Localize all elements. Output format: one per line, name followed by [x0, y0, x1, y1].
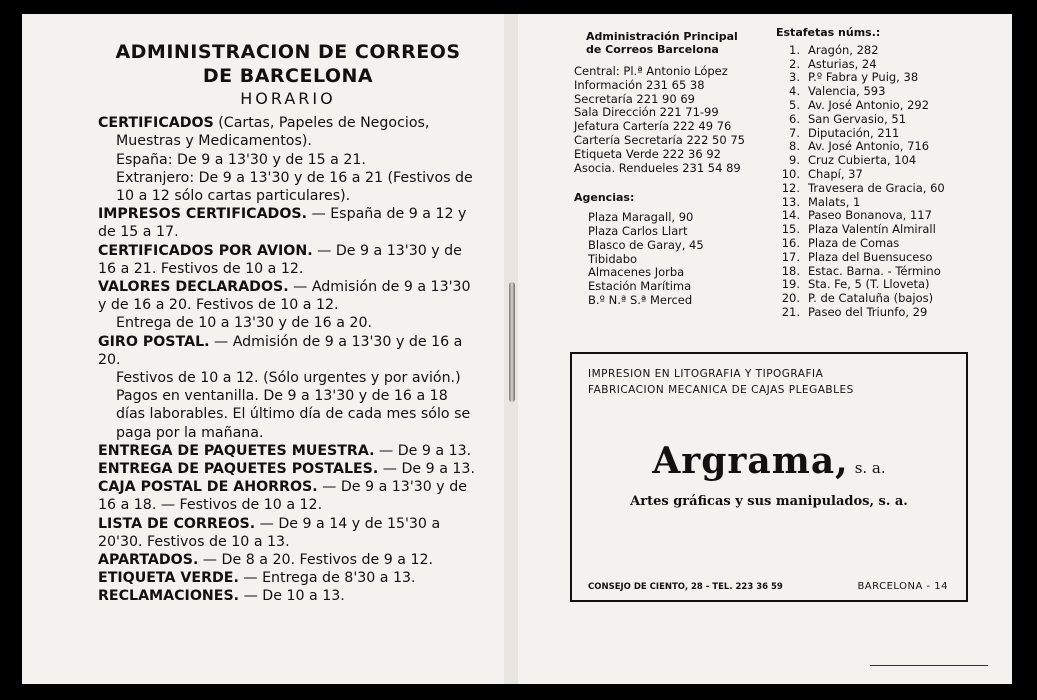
horario-item-line	[98, 587, 478, 605]
horario-item-head: LISTA DE CORREOS.	[98, 515, 256, 532]
horario-item	[98, 587, 478, 605]
ad-company-name	[572, 440, 966, 482]
estafeta-row	[776, 182, 1006, 196]
estafeta-number: 7.	[789, 125, 800, 140]
horario-item-line	[98, 278, 478, 314]
horario-item	[98, 569, 478, 587]
title-line-1: ADMINISTRACION DE CORREOS	[115, 41, 461, 63]
estafeta-address: Travesera de Gracia, 60	[808, 180, 945, 195]
agencia-item: Almacenes Jorba	[588, 265, 685, 280]
estafeta-number: 14.	[781, 208, 800, 223]
horario-item-head: ENTREGA DE PAQUETES MUESTRA.	[98, 442, 375, 459]
admin-line: Jefatura Cartería 222 49 76	[574, 119, 732, 134]
agencia-item: Estación Marítima	[588, 279, 692, 294]
estafeta-number: 18.	[781, 263, 800, 278]
horario-item-text: — Admisión de 9 a 13'30 y de 16 a 20.	[98, 333, 463, 368]
horario-item-text: — De 9 a 13'30 y de 16 a 21. Festivos de 10 a 12.	[98, 242, 462, 277]
estafeta-number: 4.	[789, 84, 800, 99]
horario-item-head: ETIQUETA VERDE.	[98, 570, 239, 587]
estafeta-row	[776, 71, 1006, 85]
estafeta-row	[776, 278, 1006, 292]
estafeta-address: Aragón, 282	[808, 42, 879, 57]
estafeta-number: 5.	[789, 97, 800, 112]
horario-item-head: VALORES DECLARADOS.	[98, 279, 289, 296]
horario-item-extra: Entrega de 10 a 13'30 y de 16 a 20.	[116, 315, 372, 332]
horario-item-line	[98, 242, 478, 278]
estafeta-row	[776, 223, 1006, 237]
estafeta-number: 2.	[789, 56, 800, 71]
estafeta-row	[776, 113, 1006, 127]
advertisement-box	[570, 352, 968, 602]
horario-item-line	[98, 515, 478, 551]
horario-item-text: — De 10 a 13.	[239, 588, 345, 605]
estafeta-row	[776, 44, 1006, 58]
horario-item-head: RECLAMACIONES.	[98, 588, 240, 605]
estafeta-row	[776, 251, 1006, 265]
horario-item-head: CERTIFICADOS POR AVION.	[98, 242, 313, 259]
ad-name-text: Argrama,	[652, 440, 849, 482]
horario-item-line	[98, 205, 478, 241]
estafeta-row	[776, 306, 1006, 320]
estafeta-number: 17.	[781, 249, 800, 264]
estafeta-row	[776, 58, 1006, 72]
ad-address: CONSEJO DE CIENTO, 28 - TEL. 223 36 59	[588, 582, 783, 592]
estafeta-address: P. de Cataluña (bajos)	[808, 291, 934, 306]
horario-item-head: IMPRESOS CERTIFICADOS.	[98, 206, 308, 223]
estafeta-address: Estac. Barna. - Término	[808, 263, 941, 278]
estafeta-number: 19.	[781, 277, 800, 292]
estafeta-number: 15.	[781, 222, 800, 237]
horario-item	[98, 114, 478, 205]
estafeta-number: 13.	[781, 194, 800, 209]
estafetas-list	[776, 44, 1006, 320]
horario-items	[98, 114, 478, 605]
horario-item-extra: Pagos en ventanilla. De 9 a 13'30 y de 16 a 18 días laborables. El último día de cada mes sólo se paga por la mañana.	[116, 388, 471, 441]
horario-item-line	[98, 442, 478, 460]
horario-item-line	[98, 333, 478, 369]
estafeta-number: 1.	[789, 42, 800, 57]
horario-item	[98, 333, 478, 442]
agencia-item: Blasco de Garay, 45	[588, 237, 704, 252]
admin-line: Sala Dirección 221 71-99	[574, 105, 719, 120]
estafeta-address: Paseo del Triunfo, 29	[808, 304, 928, 319]
horario-item	[98, 551, 478, 569]
horario-item-line	[98, 478, 478, 514]
title-line-2: DE BARCELONA	[202, 65, 374, 87]
estafeta-row	[776, 292, 1006, 306]
estafeta-address: Plaza del Buensuceso	[808, 249, 933, 264]
horario-item-text: — De 9 a 13.	[378, 461, 475, 478]
admin-lines	[574, 65, 764, 175]
horario-item-text: (Cartas, Papeles de Negocios,	[213, 115, 430, 132]
horario-item-text: — De 9 a 13.	[374, 442, 472, 459]
admin-line: Central: Pl.ª Antonio López	[574, 64, 728, 78]
agencia-item: B.º N.ª S.ª Merced	[588, 292, 693, 307]
estafeta-row	[776, 196, 1006, 210]
horario-list	[98, 40, 478, 606]
estafeta-number: 9.	[789, 153, 800, 168]
horario-item	[98, 515, 478, 551]
horario-item	[98, 460, 478, 478]
horario-item-text: — De 9 a 13'30 y de 16 a 18. — Festivos de 10 a 12.	[98, 479, 467, 514]
estafeta-address: Diputación, 211	[808, 125, 900, 140]
estafeta-address: Plaza Valentín Almirall	[808, 222, 936, 237]
estafeta-row	[776, 168, 1006, 182]
estafeta-address: Plaza de Comas	[808, 235, 900, 250]
subtitle: HORARIO	[240, 89, 336, 108]
agencias-head: Agencias:	[574, 191, 635, 205]
estafeta-address: Cruz Cubierta, 104	[808, 153, 917, 168]
ad-city: BARCELONA - 14	[857, 581, 948, 592]
agencias-list	[574, 211, 764, 308]
horario-item-line	[98, 460, 478, 478]
estafetas-head: Estafetas núms.:	[776, 26, 881, 39]
estafeta-number: 3.	[789, 70, 800, 85]
estafeta-row	[776, 237, 1006, 251]
estafeta-address: P.º Fabra y Puig, 38	[808, 70, 919, 85]
right-page	[518, 14, 1012, 684]
horario-item-text: — De 8 a 20. Festivos de 9 a 12.	[198, 552, 434, 569]
horario-item-head: CERTIFICADOS	[98, 115, 214, 132]
estafeta-row	[776, 140, 1006, 154]
horario-item	[98, 242, 478, 278]
estafeta-number: 10.	[781, 166, 800, 181]
horario-item	[98, 278, 478, 333]
estafeta-address: Sta. Fe, 5 (T. Lloveta)	[808, 277, 930, 292]
admin-line: Información 231 65 38	[574, 77, 705, 92]
agencia-item: Plaza Maragall, 90	[588, 210, 694, 225]
admin-line: Etiqueta Verde 222 36 92	[574, 146, 721, 161]
estafeta-row	[776, 127, 1006, 141]
estafeta-number: 6.	[789, 111, 800, 126]
horario-item	[98, 205, 478, 241]
estafeta-address: Av. José Antonio, 716	[808, 139, 930, 154]
admin-column	[574, 30, 764, 308]
horario-item-text: — España de 9 a 12 y de 15 a 17.	[98, 206, 467, 241]
horario-item-head: CAJA POSTAL DE AHORROS.	[98, 479, 318, 496]
admin-line: Cartería Secretaría 222 50 75	[574, 132, 745, 147]
estafeta-address: Paseo Bonanova, 117	[808, 208, 932, 223]
horario-item-line	[98, 569, 478, 587]
ad-line-1: IMPRESION EN LITOGRAFIA Y TIPOGRAFIA	[588, 368, 824, 380]
estafeta-number: 21.	[781, 304, 800, 319]
horario-item-line	[98, 114, 478, 132]
estafeta-number: 20.	[781, 291, 800, 306]
staple	[509, 282, 515, 402]
horario-item	[98, 478, 478, 514]
agencia-item: Plaza Carlos Llart	[588, 223, 688, 238]
estafeta-address: Valencia, 593	[808, 84, 886, 99]
ad-line-2: FABRICACION MECANICA DE CAJAS PLEGABLES	[588, 384, 854, 396]
admin-head-2: de Correos Barcelona	[586, 43, 719, 56]
estafetas-column	[776, 26, 1006, 320]
horario-item-extra: Extranjero: De 9 a 13'30 y de 16 a 21 (Festivos de 10 a 12 sólo cartas particulares).	[116, 169, 473, 205]
ad-tagline: Artes gráficas y sus manipulados, s. a.	[630, 494, 908, 509]
estafeta-number: 12.	[781, 180, 800, 195]
estafeta-row	[776, 85, 1006, 99]
divider-rule	[870, 665, 988, 666]
horario-item	[98, 442, 478, 460]
horario-item-text: — Entrega de 8'30 a 13.	[238, 570, 416, 587]
estafeta-address: Chapí, 37	[808, 166, 863, 181]
ad-sa: s. a.	[854, 459, 886, 477]
admin-line: Secretaría 221 90 69	[574, 91, 695, 106]
horario-item-extra: Festivos de 10 a 12. (Sólo urgentes y por avión.)	[116, 370, 461, 387]
horario-item-line	[98, 551, 478, 569]
horario-item-extra: Muestras y Medicamentos).	[116, 133, 312, 150]
horario-item-head: APARTADOS.	[98, 552, 199, 569]
estafeta-address: Asturias, 24	[808, 56, 877, 71]
horario-item-head: ENTREGA DE PAQUETES POSTALES.	[98, 461, 379, 478]
admin-head-1: Administración Principal	[586, 30, 738, 43]
admin-line: Asocia. Rendueles 231 54 89	[574, 160, 741, 175]
estafeta-row	[776, 265, 1006, 279]
estafeta-number: 8.	[789, 139, 800, 154]
horario-item-extra: España: De 9 a 13'30 y de 15 a 21.	[116, 151, 366, 168]
estafeta-address: Malats, 1	[808, 194, 861, 209]
estafeta-address: Av. José Antonio, 292	[808, 97, 930, 112]
estafeta-row	[776, 154, 1006, 168]
estafeta-row	[776, 99, 1006, 113]
horario-item-text: — Admisión de 9 a 13'30 y de 16 a 20. Festivos de 10 a 12.	[98, 279, 471, 314]
left-page	[22, 14, 504, 684]
estafeta-row	[776, 209, 1006, 223]
horario-item-text: — De 9 a 14 y de 15'30 a 20'30. Festivos de 10 a 13.	[98, 515, 441, 550]
estafeta-number: 16.	[781, 235, 800, 250]
estafeta-address: San Gervasio, 51	[808, 111, 907, 126]
agencia-item: Tibidabo	[588, 251, 638, 266]
horario-item-head: GIRO POSTAL.	[98, 333, 210, 350]
